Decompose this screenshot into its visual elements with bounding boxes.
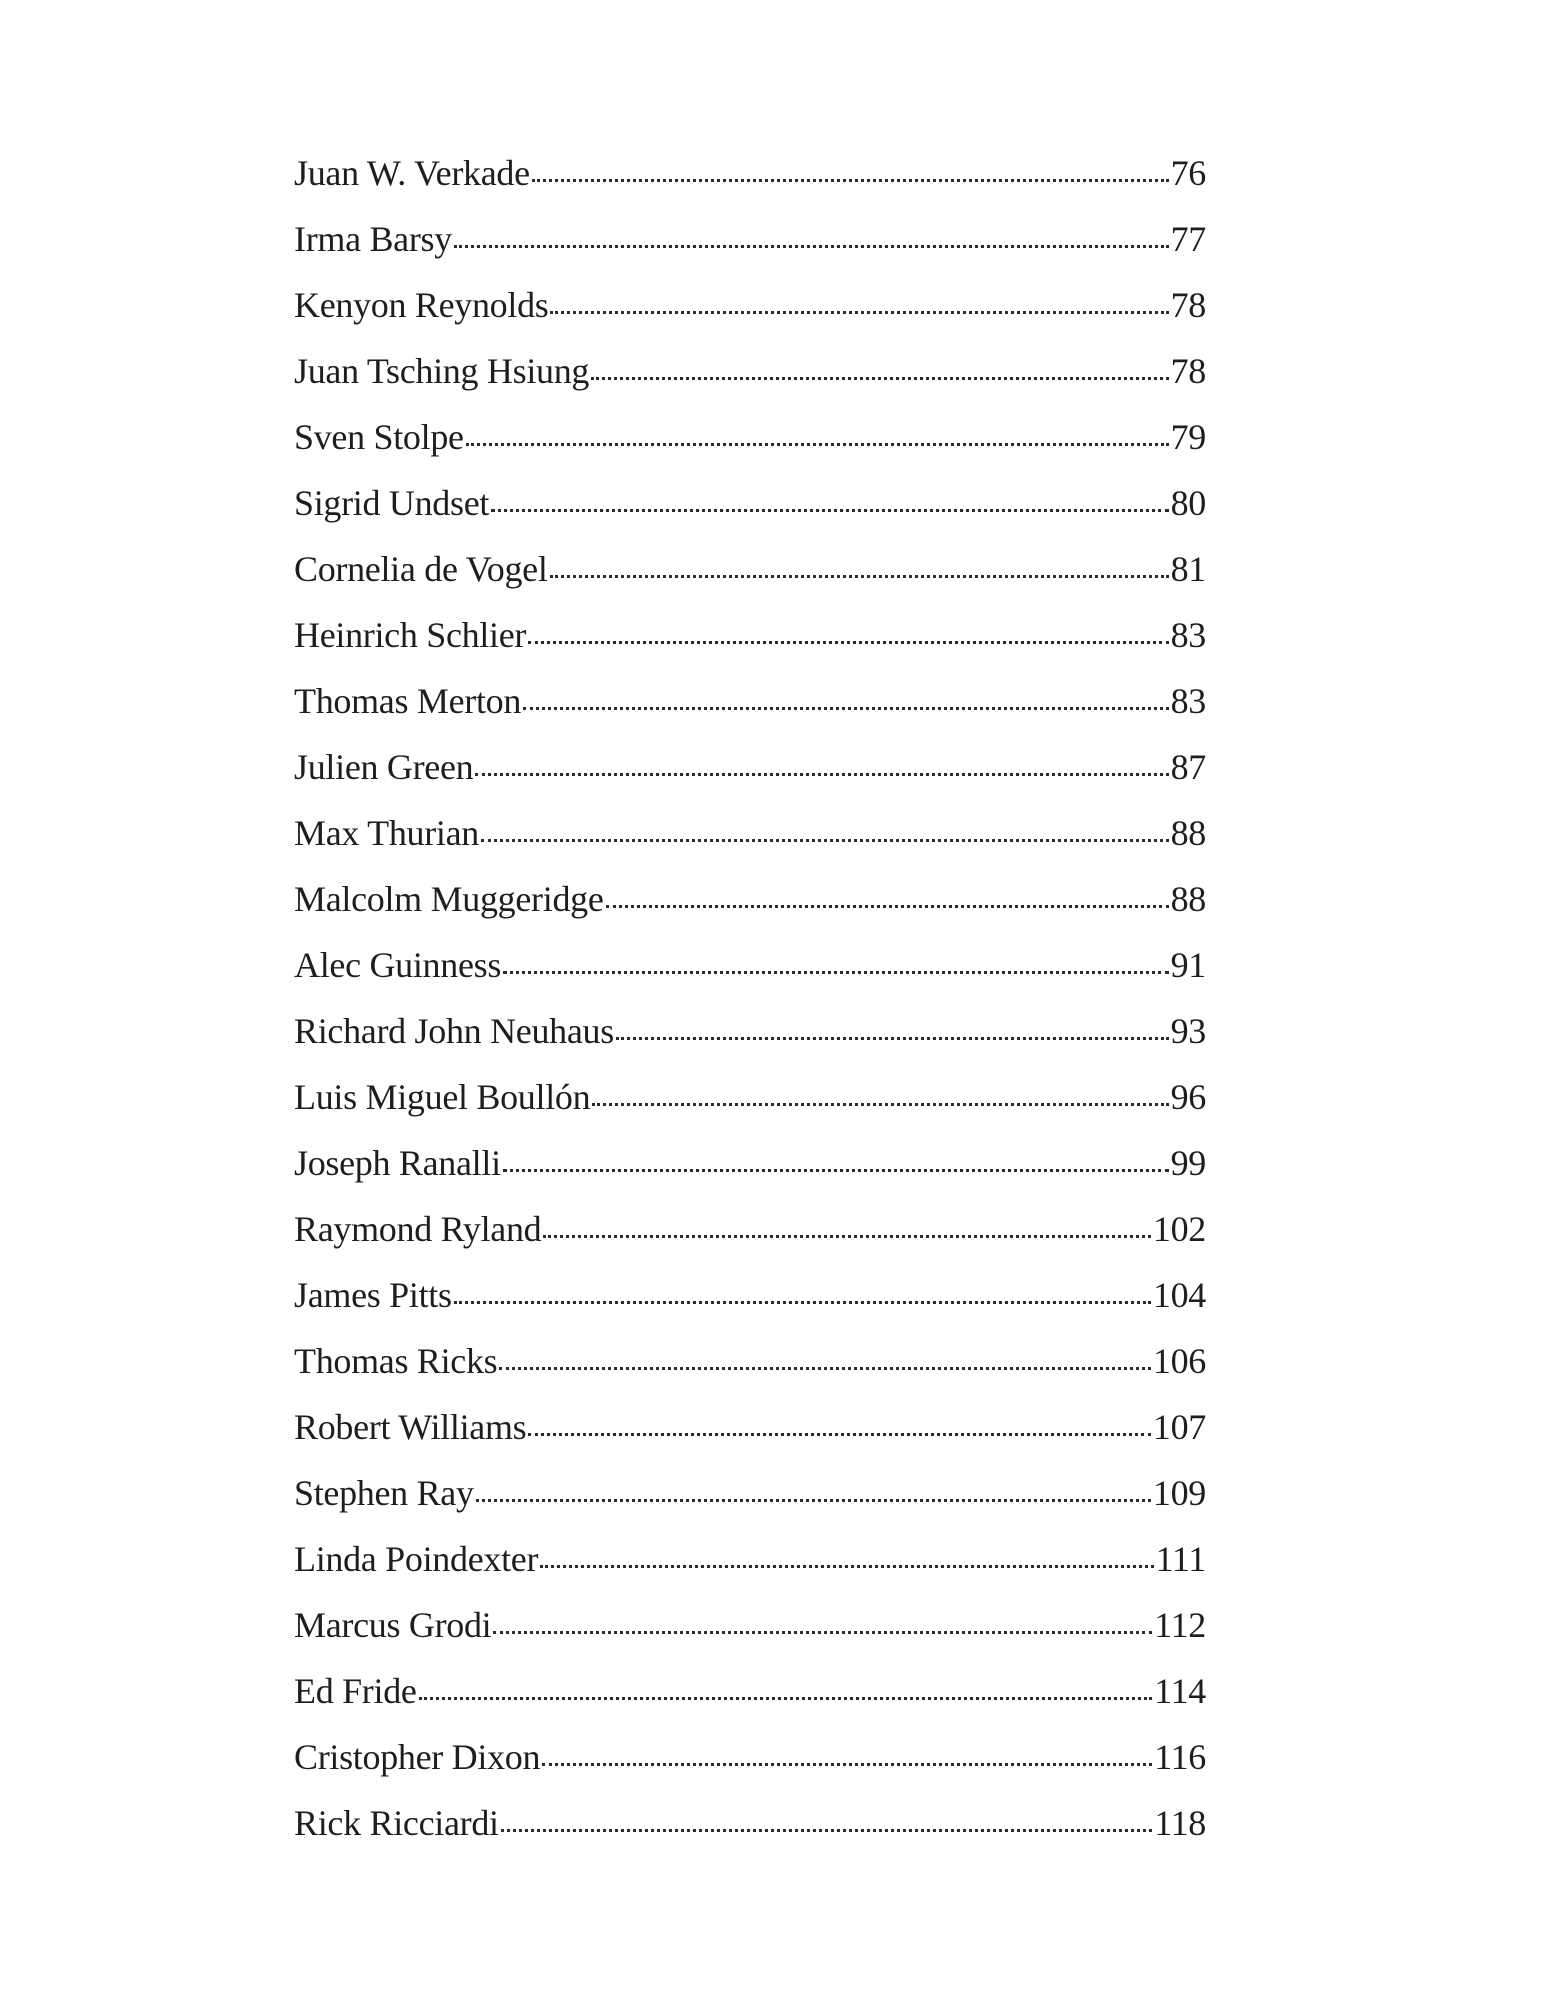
toc-entry-name: Alec Guinness [294, 945, 502, 985]
toc-entry-name: Linda Poindexter [294, 1539, 539, 1579]
dot-leader [476, 1469, 1151, 1505]
toc-entry-page: 112 [1154, 1605, 1206, 1645]
toc-entry-name: Rick Ricciardi [294, 1803, 499, 1843]
toc-entry-page: 102 [1152, 1209, 1206, 1249]
toc-entry-name: James Pitts [294, 1275, 452, 1315]
toc-entry-name: Luis Miguel Boullón [294, 1077, 591, 1117]
toc-entry-name: Richard John Neuhaus [294, 1011, 614, 1051]
toc-entry-name: Ed Fride [294, 1671, 417, 1711]
toc-entry-page: 81 [1170, 549, 1206, 589]
dot-leader [528, 1403, 1151, 1439]
toc-entry-name: Thomas Merton [294, 681, 522, 721]
toc-entry-page: 88 [1170, 813, 1206, 853]
toc-entry[interactable] [294, 1600, 1206, 1666]
dot-leader [481, 809, 1169, 845]
toc-entry-page: 107 [1152, 1407, 1206, 1447]
toc-entry-name: Joseph Ranalli [294, 1143, 501, 1183]
toc-entry-name: Stephen Ray [294, 1473, 474, 1513]
dot-leader [454, 1271, 1151, 1307]
toc-entry-page: 76 [1170, 153, 1206, 193]
dot-leader [528, 611, 1168, 647]
dot-leader [503, 1139, 1169, 1175]
dot-leader [419, 1667, 1153, 1703]
toc-entry[interactable] [294, 1204, 1206, 1270]
toc-entry[interactable] [294, 1732, 1206, 1798]
toc-entry[interactable] [294, 1534, 1206, 1600]
toc-entry[interactable] [294, 940, 1206, 1006]
toc-entry[interactable] [294, 214, 1206, 280]
toc-entry-page: 93 [1170, 1011, 1206, 1051]
dot-leader [540, 1535, 1153, 1571]
toc-entry[interactable] [294, 1798, 1206, 1864]
toc-entry[interactable] [294, 412, 1206, 478]
toc-entry-page: 78 [1170, 285, 1206, 325]
toc-entry[interactable] [294, 280, 1206, 346]
dot-leader [592, 1073, 1168, 1109]
dot-leader [491, 479, 1168, 515]
toc-entry-page: 88 [1170, 879, 1206, 919]
dot-leader [466, 413, 1169, 449]
toc-entry[interactable] [294, 1336, 1206, 1402]
toc-entry[interactable] [294, 478, 1206, 544]
toc-entry-page: 104 [1152, 1275, 1206, 1315]
toc-entry-name: Sigrid Undset [294, 483, 490, 523]
toc-entry[interactable] [294, 742, 1206, 808]
toc-entry-name: Thomas Ricks [294, 1341, 498, 1381]
toc-entry[interactable] [294, 1270, 1206, 1336]
dot-leader [532, 149, 1169, 185]
toc-entry-name: Irma Barsy [294, 219, 452, 259]
dot-leader [523, 677, 1169, 713]
dot-leader [493, 1601, 1152, 1637]
toc-entry-name: Heinrich Schlier [294, 615, 527, 655]
table-of-contents [294, 148, 1206, 1864]
toc-entry-name: Julien Green [294, 747, 474, 787]
toc-entry-page: 79 [1170, 417, 1206, 457]
toc-entry-page: 77 [1170, 219, 1206, 259]
toc-entry-name: Kenyon Reynolds [294, 285, 549, 325]
toc-entry[interactable] [294, 1138, 1206, 1204]
toc-entry-page: 91 [1170, 945, 1206, 985]
dot-leader [550, 281, 1168, 317]
toc-entry-name: Malcolm Muggeridge [294, 879, 604, 919]
toc-entry-page: 80 [1170, 483, 1206, 523]
dot-leader [499, 1337, 1151, 1373]
toc-entry-page: 96 [1170, 1077, 1206, 1117]
dot-leader [616, 1007, 1169, 1043]
toc-entry-page: 83 [1170, 681, 1206, 721]
toc-entry-name: Marcus Grodi [294, 1605, 492, 1645]
dot-leader [501, 1799, 1153, 1835]
toc-entry[interactable] [294, 1402, 1206, 1468]
dot-leader [475, 743, 1168, 779]
toc-entry-name: Cornelia de Vogel [294, 549, 548, 589]
dot-leader [542, 1733, 1152, 1769]
toc-entry-name: Cristopher Dixon [294, 1737, 541, 1777]
toc-entry-name: Max Thurian [294, 813, 479, 853]
toc-entry[interactable] [294, 610, 1206, 676]
toc-entry-page: 118 [1154, 1803, 1206, 1843]
toc-entry[interactable] [294, 544, 1206, 610]
dot-leader [454, 215, 1169, 251]
toc-entry-page: 83 [1170, 615, 1206, 655]
dot-leader [606, 875, 1169, 911]
toc-entry[interactable] [294, 1468, 1206, 1534]
toc-entry-page: 111 [1155, 1539, 1206, 1579]
dot-leader [503, 941, 1169, 977]
toc-entry[interactable] [294, 346, 1206, 412]
dot-leader [543, 1205, 1151, 1241]
toc-entry[interactable] [294, 676, 1206, 742]
toc-entry-name: Sven Stolpe [294, 417, 464, 457]
toc-entry-page: 109 [1152, 1473, 1206, 1513]
toc-entry[interactable] [294, 874, 1206, 940]
toc-entry[interactable] [294, 1072, 1206, 1138]
toc-entry-name: Robert Williams [294, 1407, 527, 1447]
toc-entry-page: 99 [1170, 1143, 1206, 1183]
dot-leader [591, 347, 1168, 383]
toc-entry-page: 116 [1154, 1737, 1206, 1777]
toc-entry[interactable] [294, 1666, 1206, 1732]
toc-entry[interactable] [294, 148, 1206, 214]
toc-entry[interactable] [294, 808, 1206, 874]
toc-entry-name: Raymond Ryland [294, 1209, 542, 1249]
toc-entry-page: 87 [1170, 747, 1206, 787]
toc-entry-page: 106 [1152, 1341, 1206, 1381]
toc-entry-page: 114 [1154, 1671, 1206, 1711]
toc-entry[interactable] [294, 1006, 1206, 1072]
toc-entry-name: Juan Tsching Hsiung [294, 351, 590, 391]
dot-leader [550, 545, 1169, 581]
toc-entry-name: Juan W. Verkade [294, 153, 530, 193]
toc-entry-page: 78 [1170, 351, 1206, 391]
